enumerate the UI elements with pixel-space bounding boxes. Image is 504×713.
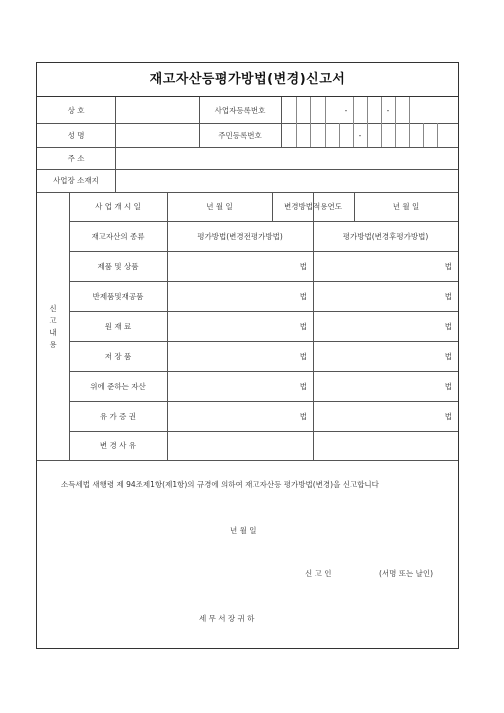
trade-name-label: 상 호 bbox=[67, 105, 85, 115]
method-before-field[interactable]: 법 bbox=[299, 291, 307, 301]
method-before-field[interactable]: 법 bbox=[299, 321, 307, 331]
method-after-field[interactable]: 법 bbox=[444, 381, 452, 391]
section-char: 신 bbox=[49, 303, 57, 313]
section-char: 용 bbox=[49, 339, 57, 349]
digit-box bbox=[381, 123, 382, 147]
digit-box bbox=[339, 123, 340, 147]
row-divider bbox=[37, 460, 458, 461]
asset-row-label: 저 장 품 bbox=[104, 351, 132, 361]
digit-box bbox=[367, 123, 368, 147]
asset-row-label: 반제품및재공품 bbox=[92, 291, 144, 301]
digit-box bbox=[409, 123, 410, 147]
address-label: 주 소 bbox=[67, 153, 85, 163]
address-field[interactable] bbox=[115, 147, 458, 169]
asset-row-label: 제품 및 상품 bbox=[97, 261, 139, 271]
apply-year-label: 변경방법적용연도 bbox=[284, 202, 342, 211]
resident-no-label: 주민등록번호 bbox=[218, 130, 262, 140]
digit-box bbox=[310, 123, 311, 147]
signature-label: (서명 또는 날인) bbox=[379, 569, 434, 578]
digit-box bbox=[395, 97, 396, 123]
reporter-label: 신 고 인 bbox=[305, 569, 332, 578]
start-date-field[interactable]: 년 월 일 bbox=[206, 202, 233, 211]
report-form bbox=[36, 62, 459, 649]
method-before-field[interactable]: 법 bbox=[299, 351, 307, 361]
dash-separator: - bbox=[344, 105, 348, 115]
digit-box bbox=[296, 123, 297, 147]
digit-box bbox=[296, 97, 297, 123]
method-after-label: 평가방법(변경후평가방법) bbox=[342, 231, 429, 241]
digit-box bbox=[395, 123, 396, 147]
digit-box bbox=[310, 97, 311, 123]
digit-box bbox=[437, 123, 438, 147]
digit-box bbox=[325, 123, 326, 147]
digit-box bbox=[409, 97, 410, 123]
biz-reg-no-label: 사업자등록번호 bbox=[214, 105, 266, 115]
asset-type-label: 재고자산의 종류 bbox=[91, 231, 145, 241]
statement-date[interactable]: 년 월 일 bbox=[230, 526, 257, 535]
digit-box bbox=[423, 123, 424, 147]
change-reason-label: 변 경 사 유 bbox=[99, 441, 137, 450]
method-after-field[interactable]: 법 bbox=[444, 321, 452, 331]
dash-separator: - bbox=[358, 130, 362, 140]
method-after-field[interactable]: 법 bbox=[444, 411, 452, 421]
asset-row-label: 위에 준하는 자산 bbox=[90, 381, 146, 391]
method-before-field[interactable]: 법 bbox=[299, 261, 307, 271]
form-title: 재고자산등평가방법(변경)신고서 bbox=[37, 63, 458, 97]
report-content-label bbox=[37, 192, 69, 461]
asset-row-label: 원 재 료 bbox=[104, 321, 132, 331]
section-char: 내 bbox=[49, 327, 57, 337]
biz-location-label: 사업장 소재지 bbox=[53, 176, 99, 185]
name-label: 성 명 bbox=[67, 130, 85, 140]
start-date-label: 사 업 개 시 일 bbox=[95, 202, 141, 211]
method-after-field[interactable]: 법 bbox=[444, 261, 452, 271]
method-before-field[interactable]: 법 bbox=[299, 411, 307, 421]
digit-box bbox=[353, 97, 354, 123]
dash-separator: - bbox=[386, 105, 390, 115]
col-divider bbox=[281, 97, 282, 147]
digit-box bbox=[325, 97, 326, 123]
method-before-field[interactable]: 법 bbox=[299, 381, 307, 391]
change-reason-field[interactable] bbox=[313, 431, 458, 460]
method-after-field[interactable]: 법 bbox=[444, 291, 452, 301]
method-before-label: 평가방법(변경전평가방법) bbox=[197, 231, 283, 241]
statement-text: 소득세법 새행령 제 94조제1항(제1항)의 규경에 의하여 재고자산등 평가방법(변경)을 신고합니다 bbox=[61, 480, 379, 489]
digit-box bbox=[367, 97, 368, 123]
change-reason-field[interactable] bbox=[167, 431, 313, 460]
asset-row-label: 유 가 증 권 bbox=[99, 411, 137, 421]
name-field[interactable] bbox=[115, 123, 199, 147]
biz-location-field[interactable] bbox=[115, 169, 458, 192]
trade-name-field[interactable] bbox=[115, 97, 199, 123]
method-after-field[interactable]: 법 bbox=[444, 351, 452, 361]
section-char: 고 bbox=[49, 315, 57, 325]
addressee: 세 무 서 장 귀 하 bbox=[199, 614, 255, 623]
apply-year-field[interactable]: 년 월 일 bbox=[392, 202, 420, 211]
